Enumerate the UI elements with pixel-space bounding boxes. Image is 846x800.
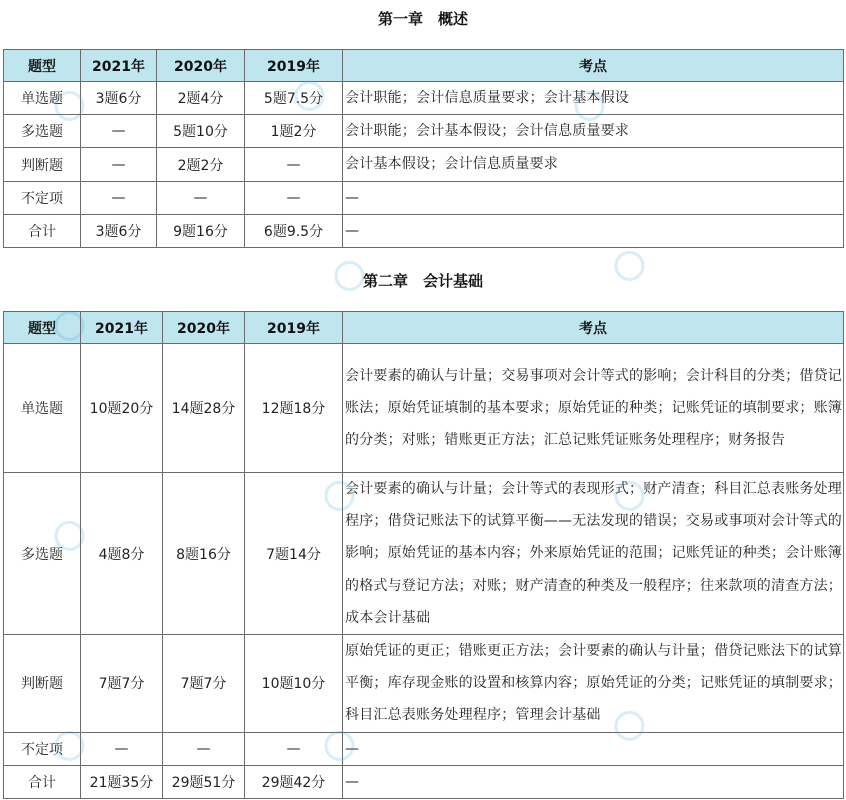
cell-type: 合计 [4, 765, 81, 798]
cell-points: 会计职能；会计基本假设；会计信息质量要求 [343, 115, 844, 148]
cell-2021: — [81, 148, 157, 181]
cell-type: 不定项 [4, 732, 81, 765]
chapter2-title: 第二章 会计基础 [362, 272, 483, 290]
cell-type: 合计 [4, 214, 81, 247]
cell-2019: 29题42分 [245, 765, 343, 798]
table-row [4, 82, 844, 115]
cell-2020: 7题7分 [163, 635, 245, 733]
cell-2021: 10题20分 [81, 344, 163, 473]
cell-2021: — [81, 732, 163, 765]
cell-2019: 12题18分 [245, 344, 343, 473]
header-points: 考点 [343, 50, 844, 82]
cell-2020: 29题51分 [163, 765, 245, 798]
cell-points: 会计要素的确认与计量；交易事项对会计等式的影响；会计科目的分类；借贷记账法；原始凭证填制的基本要求；原始凭证的种类；记账凭证的填制要求；账簿的分类；对账；错账更正方法；汇总记账凭证账务处理程序；财务报告 [343, 344, 844, 473]
cell-2020: 14题28分 [163, 344, 245, 473]
table-header-row [4, 50, 844, 82]
cell-2021: — [81, 181, 157, 214]
cell-type: 判断题 [4, 148, 81, 181]
cell-2019: 7题14分 [245, 473, 343, 635]
chapter1-title: 第一章 概述 [377, 10, 468, 28]
cell-points: 原始凭证的更正；错账更正方法；会计要素的确认与计量；借贷记账法下的试算平衡；库存现金账的设置和核算内容；原始凭证的分类；记账凭证的填制要求；科目汇总表账务处理程序；管理会计基础 [343, 635, 844, 733]
cell-points: 会计要素的确认与计量；会计等式的表现形式；财产清查；科目汇总表账务处理程序；借贷记账法下的试算平衡——无法发现的错误；交易或事项对会计等式的影响；原始凭证的基本内容；外来原始凭证的范围；记账凭证的种类；会计账簿的格式与登记方法；对账；财产清查的种类及一般程序；往来款项的清查方法；成本会计基础 [343, 473, 844, 635]
cell-2021: 7题7分 [81, 635, 163, 733]
cell-points: 会计基本假设；会计信息质量要求 [343, 148, 844, 181]
cell-2021: 21题35分 [81, 765, 163, 798]
cell-2021: 4题8分 [81, 473, 163, 635]
table-row [4, 115, 844, 148]
cell-2021: 3题6分 [81, 214, 157, 247]
cell-points: — [343, 732, 844, 765]
table-row [4, 732, 844, 765]
cell-2019: — [245, 181, 343, 214]
cell-type: 不定项 [4, 181, 81, 214]
header-2019: 2019年 [245, 312, 343, 344]
header-2021: 2021年 [81, 50, 157, 82]
header-type: 题型 [4, 50, 81, 82]
cell-type: 多选题 [4, 473, 81, 635]
cell-2019: 6题9.5分 [245, 214, 343, 247]
cell-2020: 2题2分 [157, 148, 245, 181]
cell-type: 单选题 [4, 344, 81, 473]
cell-type: 单选题 [4, 82, 81, 115]
chapter1-table [3, 49, 844, 248]
cell-2019: — [245, 732, 343, 765]
table-row [4, 765, 844, 798]
header-2021: 2021年 [81, 312, 163, 344]
cell-points: — [343, 181, 844, 214]
cell-points: — [343, 214, 844, 247]
cell-2020: 9题16分 [157, 214, 245, 247]
table-row [4, 344, 844, 473]
cell-2019: — [245, 148, 343, 181]
cell-2020: 8题16分 [163, 473, 245, 635]
cell-2021: — [81, 115, 157, 148]
header-2019: 2019年 [245, 50, 343, 82]
cell-points: 会计职能；会计信息质量要求；会计基本假设 [343, 82, 844, 115]
cell-type: 判断题 [4, 635, 81, 733]
cell-2019: 5题7.5分 [245, 82, 343, 115]
cell-points: — [343, 765, 844, 798]
header-points: 考点 [343, 312, 844, 344]
header-2020: 2020年 [163, 312, 245, 344]
header-2020: 2020年 [157, 50, 245, 82]
table-row [4, 635, 844, 733]
chapter2-table [3, 311, 844, 799]
cell-2019: 10题10分 [245, 635, 343, 733]
cell-type: 多选题 [4, 115, 81, 148]
table-row [4, 473, 844, 635]
cell-2020: — [157, 181, 245, 214]
cell-2020: 2题4分 [157, 82, 245, 115]
cell-2020: — [163, 732, 245, 765]
table-header-row [4, 312, 844, 344]
table-row [4, 181, 844, 214]
table-row [4, 214, 844, 247]
cell-2020: 5题10分 [157, 115, 245, 148]
cell-2021: 3题6分 [81, 82, 157, 115]
cell-2019: 1题2分 [245, 115, 343, 148]
header-type: 题型 [4, 312, 81, 344]
table-row [4, 148, 844, 181]
